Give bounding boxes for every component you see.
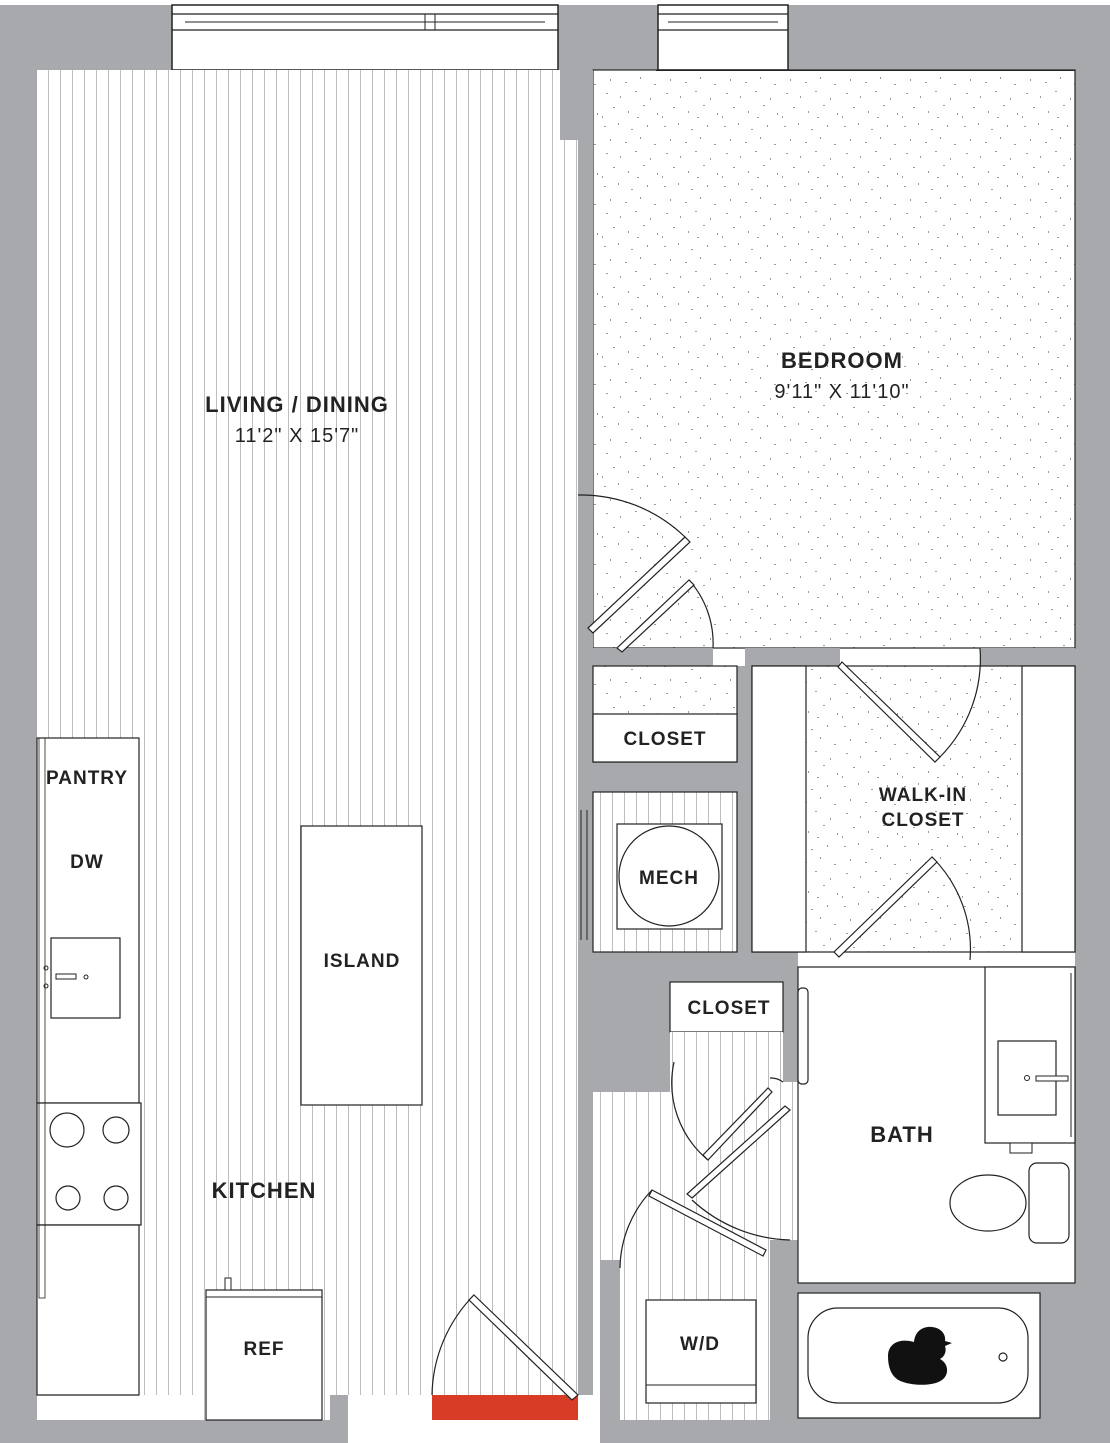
refrigerator-label: REF	[243, 1339, 285, 1360]
hall-closet-label: CLOSET	[687, 998, 771, 1019]
washer-dryer-label: W/D	[680, 1334, 720, 1355]
pantry-label: PANTRY	[46, 768, 128, 789]
island-label: ISLAND	[323, 951, 401, 972]
bath-label: BATH	[870, 1122, 934, 1147]
bedroom-label: BEDROOM	[781, 348, 903, 373]
bedroom-closet-label: CLOSET	[623, 729, 707, 750]
dishwasher-label: DW	[70, 852, 104, 873]
entry-threshold	[432, 1395, 578, 1420]
walkin-closet-label-line1: WALK-IN	[878, 785, 968, 806]
top-windows	[172, 5, 788, 70]
living-room-dimensions: 11'2" X 15'7"	[234, 425, 360, 447]
living-room-label: LIVING / DINING	[205, 392, 389, 417]
toilet-tank	[1029, 1163, 1069, 1243]
kitchen-label: KITCHEN	[211, 1178, 317, 1203]
walkin-shelf-left	[752, 666, 806, 952]
toilet-bowl	[950, 1175, 1026, 1231]
walkin-shelf-right	[1022, 666, 1075, 952]
bedroom-dimensions: 9'11" X 11'10"	[774, 381, 910, 403]
kitchen-counter	[37, 738, 141, 1395]
mech-label: MECH	[639, 868, 699, 889]
walkin-closet-label-line2: CLOSET	[881, 810, 965, 831]
